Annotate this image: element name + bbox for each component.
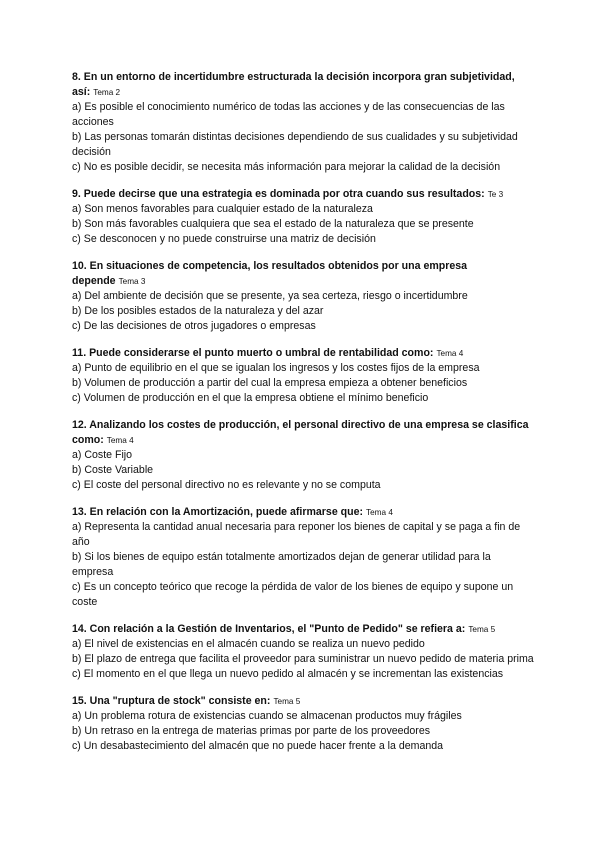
- answer-option-b: b) Coste Variable: [72, 464, 154, 476]
- answer-option-c: c) De las decisiones de otros jugadores o empresas: [72, 320, 316, 332]
- question-title: 12. Analizando los costes de producción, el personal directivo de una empresa se clasifica como: Tema 4: [72, 419, 529, 446]
- question-title: 11. Puede considerarse el punto muerto o umbral de rentabilidad como: Tema 4: [72, 347, 464, 359]
- answer-option-a: a) Es posible el conocimiento numérico de todas las acciones y de las consecuencias de las acciones: [72, 101, 505, 128]
- topic-tag: Tema 2: [93, 88, 121, 97]
- answer-option-a: a) Del ambiente de decisión que se presente, ya sea certeza, riesgo o incertidumbre: [72, 290, 468, 302]
- answer-option-b: b) Volumen de producción a partir del cual la empresa empieza a obtener beneficios: [72, 377, 468, 389]
- answer-option-b: b) De los posibles estados de la naturaleza y del azar: [72, 305, 324, 317]
- question-title: 10. En situaciones de competencia, los resultados obtenidos por una empresa depende Tema 3: [72, 260, 468, 287]
- answer-option-b: b) Las personas tomarán distintas decisiones dependiendo de sus cualidades y su subjetividad decisión: [72, 131, 518, 158]
- question-8: [72, 70, 534, 175]
- answer-option-c: c) Es un concepto teórico que recoge la pérdida de valor de los bienes de equipo y supone un coste: [72, 581, 514, 608]
- answer-option-a: a) Un problema rotura de existencias cuando se almacenan productos muy frágiles: [72, 710, 462, 722]
- topic-tag: Tema 4: [366, 508, 393, 517]
- answer-option-c: c) Se desconocen y no puede construirse una matriz de decisión: [72, 233, 376, 245]
- topic-tag: Tema 4: [436, 349, 464, 358]
- answer-option-b: b) Si los bienes de equipo están totalmente amortizados dejan de generar utilidad para la empresa: [72, 551, 491, 578]
- question-title: 8. En un entorno de incertidumbre estructurada la decisión incorpora gran subjetividad, así: Tema 2: [72, 71, 515, 98]
- question-title: 15. Una "ruptura de stock" consiste en: Tema 5: [72, 695, 301, 707]
- question-14: [72, 622, 534, 682]
- question-list: [72, 70, 534, 766]
- answer-option-a: a) Coste Fijo: [72, 449, 133, 461]
- answer-option-b: b) El plazo de entrega que facilita el proveedor para suministrar un nuevo pedido de materia prima: [72, 653, 534, 665]
- answer-option-c: c) El momento en el que llega un nuevo pedido al almacén y se incrementan las existencias: [72, 668, 504, 680]
- question-title: 14. Con relación a la Gestión de Inventarios, el "Punto de Pedido" se refiera a: Tema 5: [72, 623, 496, 635]
- answer-option-a: a) El nivel de existencias en el almacén cuando se realiza un nuevo pedido: [72, 638, 425, 650]
- topic-tag: Te 3: [487, 190, 504, 199]
- question-10: [72, 259, 534, 334]
- topic-tag: Tema 5: [468, 625, 496, 634]
- answer-option-c: c) Un desabastecimiento del almacén que no puede hacer frente a la demanda: [72, 740, 444, 752]
- question-13: [72, 505, 534, 610]
- answer-option-c: c) No es posible decidir, se necesita más información para mejorar la calidad de la decisión: [72, 161, 501, 173]
- answer-option-a: a) Son menos favorables para cualquier estado de la naturaleza: [72, 203, 373, 215]
- topic-tag: Tema 4: [106, 436, 134, 445]
- answer-option-a: a) Punto de equilibrio en el que se igualan los ingresos y los costes fijos de la empresa: [72, 362, 480, 374]
- question-11: [72, 346, 534, 406]
- question-15: [72, 694, 534, 754]
- topic-tag: Tema 3: [118, 277, 146, 286]
- topic-tag: Tema 5: [273, 697, 301, 706]
- answer-option-c: c) Volumen de producción en el que la empresa obtiene el mínimo beneficio: [72, 392, 429, 404]
- question-12: [72, 418, 534, 493]
- answer-option-b: b) Son más favorables cualquiera que sea el estado de la naturaleza que se presente: [72, 218, 474, 230]
- answer-option-a: a) Representa la cantidad anual necesaria para reponer los bienes de capital y se paga a fin de año: [72, 521, 521, 548]
- answer-option-b: b) Un retraso en la entrega de materias primas por parte de los proveedores: [72, 725, 431, 737]
- answer-option-c: c) El coste del personal directivo no es relevante y no se computa: [72, 479, 381, 491]
- question-9: [72, 187, 534, 247]
- question-title: 13. En relación con la Amortización, puede afirmarse que: Tema 4: [72, 506, 393, 518]
- question-title: 9. Puede decirse que una estrategia es dominada por otra cuando sus resultados: Te 3: [72, 188, 504, 200]
